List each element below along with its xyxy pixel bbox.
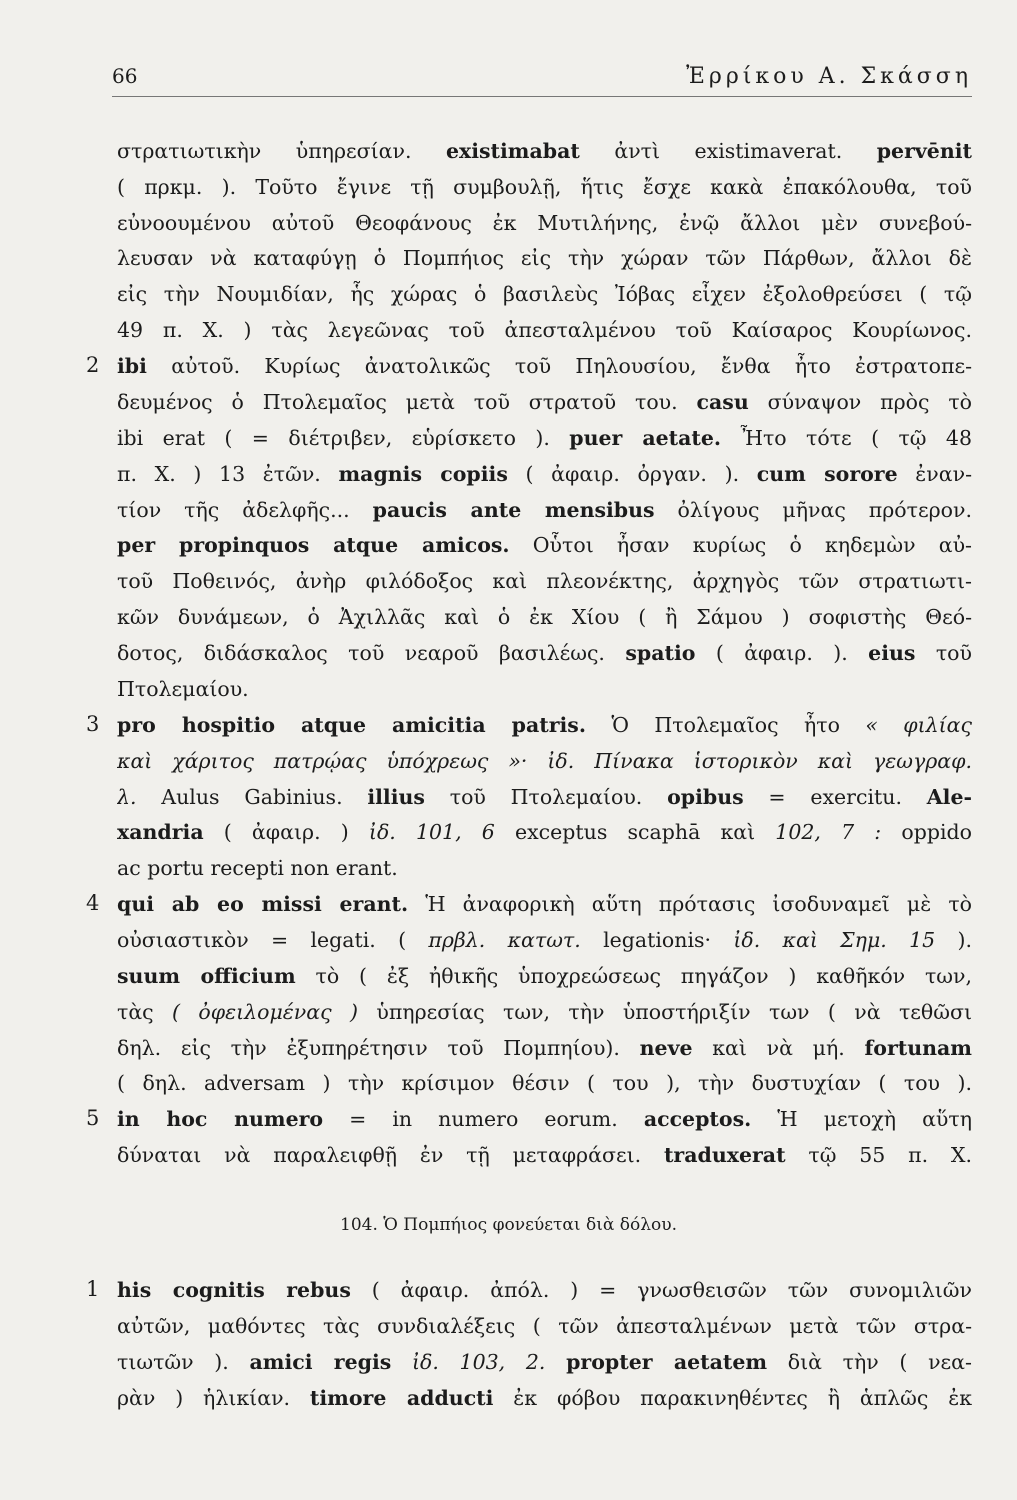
- italic-text: ἰδ. καὶ Σημ. 15: [733, 928, 936, 952]
- latin-lemma: fortunam: [864, 1036, 972, 1060]
- italic-text: καὶ χάριτος πατρῴας ὑπόχρεως »· ἰδ. Πίνακα ἱστορικὸν καὶ γεωγραφ.: [117, 749, 972, 773]
- italic-text: ἰδ. 103, 2.: [411, 1350, 546, 1374]
- latin-lemma: his cognitis rebus: [117, 1278, 351, 1302]
- page-number: 66: [112, 64, 138, 88]
- text-line: ( δηλ. adversam ) τὴν κρίσιμον θέσιν ( του ), τὴν δυστυχίαν ( του ).: [117, 1071, 972, 1095]
- latin-lemma: cum sorore: [756, 462, 898, 486]
- italic-text: ( ὀφειλομένας ): [172, 1000, 358, 1024]
- latin-lemma: per propinquos atque amicos.: [117, 533, 510, 557]
- text-line: δηλ. εἰς τὴν ἐξυπηρέτησιν τοῦ Πομπηίου). neve καὶ νὰ μή. fortunam: [117, 1036, 972, 1060]
- text-line: ibi αὐτοῦ. Κυρίως ἀνατολικῶς τοῦ Πηλουσίου, ἔνθα ἦτο ἐστρατοπε-: [117, 354, 972, 378]
- text-line: ac portu recepti non erant.: [117, 856, 398, 880]
- text-line: in hoc numero = in numero eorum. acceptos. Ἡ μετοχὴ αὕτη: [117, 1107, 972, 1131]
- latin-lemma: ibi: [117, 354, 147, 378]
- text-line: λευσαν νὰ καταφύγῃ ὁ Πομπήιος εἰς τὴν χώραν τῶν Πάρθων, ἄλλοι δὲ: [117, 246, 972, 270]
- latin-lemma: puer aetate.: [569, 426, 722, 450]
- text-line: δύναται νὰ παραλειφθῇ ἐν τῇ μεταφράσει. traduxerat τῷ 55 π. Χ.: [117, 1143, 972, 1167]
- latin-lemma: qui ab eo missi erant.: [117, 892, 409, 916]
- latin-lemma: magnis copiis: [338, 462, 508, 486]
- text-line: τίον τῆς ἀδελφῆς... paucis ante mensibus ὀλίγους μῆνας πρότερον.: [117, 498, 972, 522]
- text-line: λ. Aulus Gabinius. illius τοῦ Πτολεμαίου. opibus = exercitu. Ale-: [117, 785, 972, 809]
- latin-lemma: paucis ante mensibus: [372, 498, 655, 522]
- latin-lemma: suum officium: [117, 964, 296, 988]
- note-number: 5: [86, 1106, 100, 1130]
- text-line: δευμένος ὁ Πτολεμαῖος μετὰ τοῦ στρατοῦ του. casu σύναψον πρὸς τὸ: [117, 390, 972, 414]
- page-header: [112, 52, 972, 97]
- latin-lemma: acceptos.: [643, 1107, 752, 1131]
- text-line: κῶν δυνάμεων, ὁ Ἀχιλλᾶς καὶ ὁ ἐκ Χίου ( ἢ Σάμου ) σοφιστὴς Θεό-: [117, 605, 972, 629]
- italic-text: λ.: [117, 785, 137, 809]
- text-line: ( πρκμ. ). Τοῦτο ἔγινε τῇ συμβουλῇ, ἥτις ἔσχε κακὰ ἐπακόλουθα, τοῦ: [117, 175, 972, 199]
- text-line: π. Χ. ) 13 ἐτῶν. magnis copiis ( ἀφαιρ. ὀργαν. ). cum sorore ἐναν-: [117, 462, 972, 486]
- latin-lemma: Ale-: [926, 785, 972, 809]
- text-line: τὰς ( ὀφειλομένας ) ὑπηρεσίας των, τὴν ὑποστήριξίν των ( νὰ τεθῶσι: [117, 1000, 972, 1024]
- latin-lemma: pervēnit: [876, 139, 972, 163]
- text-line: his cognitis rebus ( ἀφαιρ. ἀπόλ. ) = γνωσθεισῶν τῶν συνομιλιῶν: [117, 1278, 972, 1302]
- latin-lemma: casu: [696, 390, 749, 414]
- italic-text: πρβλ. κατωτ.: [428, 928, 581, 952]
- text-line: δοτος, διδάσκαλος τοῦ νεαροῦ βασιλέως. spatio ( ἀφαιρ. ). eius τοῦ: [117, 641, 972, 665]
- text-line: qui ab eo missi erant. Ἡ ἀναφορικὴ αὕτη πρότασις ἰσοδυναμεῖ μὲ τὸ: [117, 892, 972, 916]
- text-line: εἰς τὴν Νουμιδίαν, ἧς χώρας ὁ βασιλεὺς Ἰόβας εἶχεν ἐξολοθρεύσει ( τῷ: [117, 282, 972, 306]
- latin-lemma: timore adducti: [309, 1386, 494, 1410]
- text-line: τιωτῶν ). amici regis ἰδ. 103, 2. propter aetatem διὰ τὴν ( νεα-: [117, 1350, 972, 1374]
- note-number: 4: [86, 891, 100, 915]
- latin-lemma: pro hospitio atque amicitia patris.: [117, 713, 586, 737]
- text-line: τοῦ Ποθεινός, ἀνὴρ φιλόδοξος καὶ πλεονέκτης, ἀρχηγὸς τῶν στρατιωτι-: [117, 569, 972, 593]
- text-line: εὐνοουμένου αὐτοῦ Θεοφάνους ἐκ Μυτιλήνης, ἐνῷ ἄλλοι μὲν συνεβού-: [117, 211, 972, 235]
- latin-lemma: xandria: [117, 820, 204, 844]
- italic-text: « φιλίας: [865, 713, 972, 737]
- note-number: 3: [86, 712, 100, 736]
- text-line: pro hospitio atque amicitia patris. Ὁ Πτολεμαῖος ἦτο « φιλίας: [117, 713, 972, 737]
- text-line: 49 π. Χ. ) τὰς λεγεῶνας τοῦ ἀπεσταλμένου τοῦ Καίσαρος Κουρίωνος.: [117, 318, 972, 342]
- latin-lemma: propter aetatem: [566, 1350, 768, 1374]
- latin-lemma: amici regis: [249, 1350, 392, 1374]
- text-line: Πτολεμαίου.: [117, 677, 249, 701]
- note-number: 2: [86, 353, 100, 377]
- text-line: xandria ( ἀφαιρ. ) ἰδ. 101, 6 exceptus scaphā καὶ 102, 7 : oppido: [117, 820, 972, 844]
- latin-lemma: existimabat: [445, 139, 580, 163]
- text-line: ibi erat ( = διέτριβεν, εὑρίσκετο ). puer aetate. Ἦτο τότε ( τῷ 48: [117, 426, 972, 450]
- italic-text: 102, 7 :: [775, 820, 882, 844]
- section-heading: 104. Ὁ Πομπήιος φονεύεται διὰ δόλου.: [340, 1215, 677, 1235]
- latin-lemma: eius: [868, 641, 916, 665]
- latin-lemma: in hoc numero: [117, 1107, 324, 1131]
- text-line: οὐσιαστικὸν = legati. ( πρβλ. κατωτ. legationis· ἰδ. καὶ Σημ. 15 ).: [117, 928, 972, 952]
- running-head: Ἐρρίκου Α. Σκάσση: [686, 64, 972, 89]
- italic-text: ἰδ. 101, 6: [368, 820, 495, 844]
- latin-lemma: neve: [639, 1036, 693, 1060]
- text-line: [117, 748, 972, 775]
- note-number: 1: [86, 1277, 100, 1301]
- text-line: αὐτῶν, μαθόντες τὰς συνδιαλέξεις ( τῶν ἀπεσταλμένων μετὰ τῶν στρα-: [117, 1314, 972, 1338]
- text-line: ρὰν ) ἡλικίαν. timore adducti ἐκ φόβου παρακινηθέντες ἢ ἁπλῶς ἐκ: [117, 1386, 972, 1410]
- latin-lemma: spatio: [625, 641, 696, 665]
- text-line: suum officium τὸ ( ἐξ ἠθικῆς ὑποχρεώσεως πηγάζον ) καθῆκόν των,: [117, 964, 972, 988]
- latin-lemma: illius: [367, 785, 425, 809]
- latin-lemma: traduxerat: [663, 1143, 786, 1167]
- latin-lemma: opibus: [667, 785, 744, 809]
- text-line: per propinquos atque amicos. Οὗτοι ἦσαν κυρίως ὁ κηδεμὼν αὐ-: [117, 533, 972, 557]
- text-line: στρατιωτικὴν ὑπηρεσίαν. existimabat ἀντὶ existimaverat. pervēnit: [117, 139, 972, 163]
